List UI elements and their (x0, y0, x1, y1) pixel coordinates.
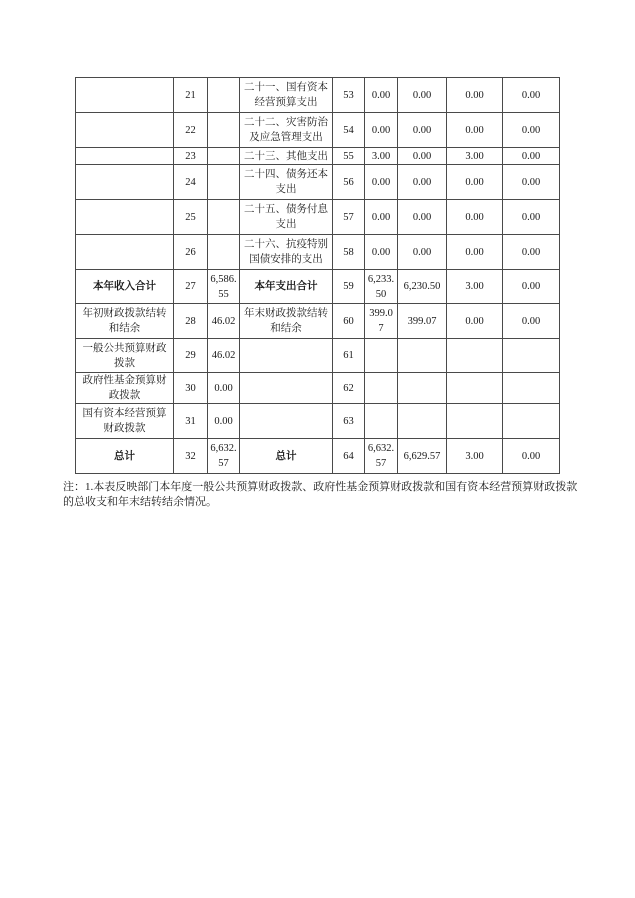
expense-amount-general-public-cell: 0.00 (398, 235, 447, 270)
expense-item-cell: 二十三、其他支出 (240, 148, 333, 165)
table-row (76, 404, 560, 439)
table-row (76, 148, 560, 165)
expense-line-no-cell: 64 (333, 439, 365, 474)
income-item-cell: 年初财政拨款结转和结余 (76, 304, 174, 339)
expense-item-cell: 二十一、国有资本经营预算支出 (240, 78, 333, 113)
expense-amount-general-public-cell: 0.00 (398, 113, 447, 148)
expense-amount-general-public-cell: 6,629.57 (398, 439, 447, 474)
expense-amount-gov-fund-cell: 0.00 (447, 304, 503, 339)
expense-amount-total-cell: 0.00 (365, 78, 398, 113)
expense-line-no-cell: 53 (333, 78, 365, 113)
expense-amount-state-capital-cell (503, 404, 560, 439)
income-item-cell: 政府性基金预算财政拨款 (76, 373, 174, 404)
expense-amount-state-capital-cell (503, 373, 560, 404)
expense-item-cell (240, 339, 333, 373)
expense-amount-gov-fund-cell: 0.00 (447, 235, 503, 270)
expense-line-no-cell: 56 (333, 165, 365, 200)
income-line-no-cell: 32 (174, 439, 208, 474)
income-item-cell: 一般公共预算财政拨款 (76, 339, 174, 373)
expense-amount-gov-fund-cell: 0.00 (447, 78, 503, 113)
table-row (76, 339, 560, 373)
expense-amount-general-public-cell (398, 373, 447, 404)
table-row (76, 165, 560, 200)
income-line-no-cell: 25 (174, 200, 208, 235)
expense-amount-general-public-cell: 0.00 (398, 78, 447, 113)
income-item-cell (76, 78, 174, 113)
expense-amount-state-capital-cell: 0.00 (503, 439, 560, 474)
expense-amount-total-cell: 6,233.50 (365, 270, 398, 304)
expense-amount-general-public-cell: 0.00 (398, 200, 447, 235)
income-amount-cell (208, 113, 240, 148)
income-amount-cell: 6,632.57 (208, 439, 240, 474)
expense-amount-state-capital-cell: 0.00 (503, 148, 560, 165)
expense-amount-state-capital-cell (503, 339, 560, 373)
expense-line-no-cell: 59 (333, 270, 365, 304)
income-amount-cell (208, 200, 240, 235)
income-item-cell: 总计 (76, 439, 174, 474)
table-row (76, 200, 560, 235)
expense-line-no-cell: 63 (333, 404, 365, 439)
expense-line-no-cell: 58 (333, 235, 365, 270)
income-amount-cell: 46.02 (208, 304, 240, 339)
expense-amount-total-cell: 0.00 (365, 165, 398, 200)
income-line-no-cell: 31 (174, 404, 208, 439)
budget-table-body (76, 78, 560, 474)
expense-amount-gov-fund-cell: 0.00 (447, 165, 503, 200)
expense-item-cell: 二十五、债务付息支出 (240, 200, 333, 235)
expense-item-cell: 本年支出合计 (240, 270, 333, 304)
expense-amount-general-public-cell (398, 404, 447, 439)
income-item-cell (76, 235, 174, 270)
expense-amount-total-cell: 3.00 (365, 148, 398, 165)
income-item-cell (76, 200, 174, 235)
expense-item-cell: 二十二、灾害防治及应急管理支出 (240, 113, 333, 148)
expense-amount-gov-fund-cell: 0.00 (447, 113, 503, 148)
expense-item-cell: 总计 (240, 439, 333, 474)
expense-amount-state-capital-cell: 0.00 (503, 165, 560, 200)
expense-amount-total-cell (365, 404, 398, 439)
budget-summary-table (75, 77, 560, 474)
income-line-no-cell: 23 (174, 148, 208, 165)
expense-amount-general-public-cell: 399.07 (398, 304, 447, 339)
income-line-no-cell: 27 (174, 270, 208, 304)
income-amount-cell: 0.00 (208, 404, 240, 439)
income-amount-cell (208, 78, 240, 113)
expense-amount-total-cell: 399.07 (365, 304, 398, 339)
expense-amount-general-public-cell: 0.00 (398, 148, 447, 165)
expense-amount-gov-fund-cell: 3.00 (447, 148, 503, 165)
expense-amount-gov-fund-cell: 3.00 (447, 439, 503, 474)
expense-amount-state-capital-cell: 0.00 (503, 270, 560, 304)
expense-amount-state-capital-cell: 0.00 (503, 235, 560, 270)
income-amount-cell (208, 235, 240, 270)
expense-amount-total-cell: 6,632.57 (365, 439, 398, 474)
income-amount-cell (208, 148, 240, 165)
expense-item-cell: 年末财政拨款结转和结余 (240, 304, 333, 339)
expense-item-cell: 二十四、债务还本支出 (240, 165, 333, 200)
expense-amount-total-cell (365, 373, 398, 404)
expense-amount-general-public-cell (398, 339, 447, 373)
table-footnote: 注：1.本表反映部门本年度一般公共预算财政拨款、政府性基金预算财政拨款和国有资本经营预算财政拨款的总收支和年末结转结余情况。 (63, 481, 578, 508)
income-item-cell (76, 165, 174, 200)
expense-line-no-cell: 57 (333, 200, 365, 235)
income-item-cell (76, 148, 174, 165)
expense-amount-state-capital-cell: 0.00 (503, 78, 560, 113)
table-row (76, 373, 560, 404)
table-row (76, 270, 560, 304)
expense-amount-gov-fund-cell (447, 373, 503, 404)
income-line-no-cell: 26 (174, 235, 208, 270)
expense-item-cell (240, 373, 333, 404)
expense-amount-state-capital-cell: 0.00 (503, 200, 560, 235)
expense-amount-total-cell (365, 339, 398, 373)
income-line-no-cell: 21 (174, 78, 208, 113)
income-line-no-cell: 24 (174, 165, 208, 200)
expense-item-cell: 二十六、抗疫特别国债安排的支出 (240, 235, 333, 270)
income-line-no-cell: 29 (174, 339, 208, 373)
income-amount-cell: 0.00 (208, 373, 240, 404)
table-row (76, 78, 560, 113)
expense-line-no-cell: 55 (333, 148, 365, 165)
table-row (76, 235, 560, 270)
expense-amount-general-public-cell: 0.00 (398, 165, 447, 200)
expense-amount-gov-fund-cell: 0.00 (447, 200, 503, 235)
income-amount-cell: 46.02 (208, 339, 240, 373)
income-line-no-cell: 22 (174, 113, 208, 148)
income-amount-cell: 6,586.55 (208, 270, 240, 304)
income-line-no-cell: 28 (174, 304, 208, 339)
income-item-cell: 本年收入合计 (76, 270, 174, 304)
expense-amount-total-cell: 0.00 (365, 113, 398, 148)
table-row (76, 304, 560, 339)
expense-line-no-cell: 54 (333, 113, 365, 148)
expense-amount-total-cell: 0.00 (365, 235, 398, 270)
expense-amount-general-public-cell: 6,230.50 (398, 270, 447, 304)
income-line-no-cell: 30 (174, 373, 208, 404)
expense-line-no-cell: 62 (333, 373, 365, 404)
expense-line-no-cell: 60 (333, 304, 365, 339)
expense-line-no-cell: 61 (333, 339, 365, 373)
expense-amount-state-capital-cell: 0.00 (503, 304, 560, 339)
expense-amount-gov-fund-cell (447, 404, 503, 439)
table-row (76, 113, 560, 148)
expense-amount-gov-fund-cell: 3.00 (447, 270, 503, 304)
expense-amount-state-capital-cell: 0.00 (503, 113, 560, 148)
expense-amount-total-cell: 0.00 (365, 200, 398, 235)
income-item-cell (76, 113, 174, 148)
expense-amount-gov-fund-cell (447, 339, 503, 373)
income-amount-cell (208, 165, 240, 200)
expense-item-cell (240, 404, 333, 439)
income-item-cell: 国有资本经营预算财政拨款 (76, 404, 174, 439)
table-row (76, 439, 560, 474)
